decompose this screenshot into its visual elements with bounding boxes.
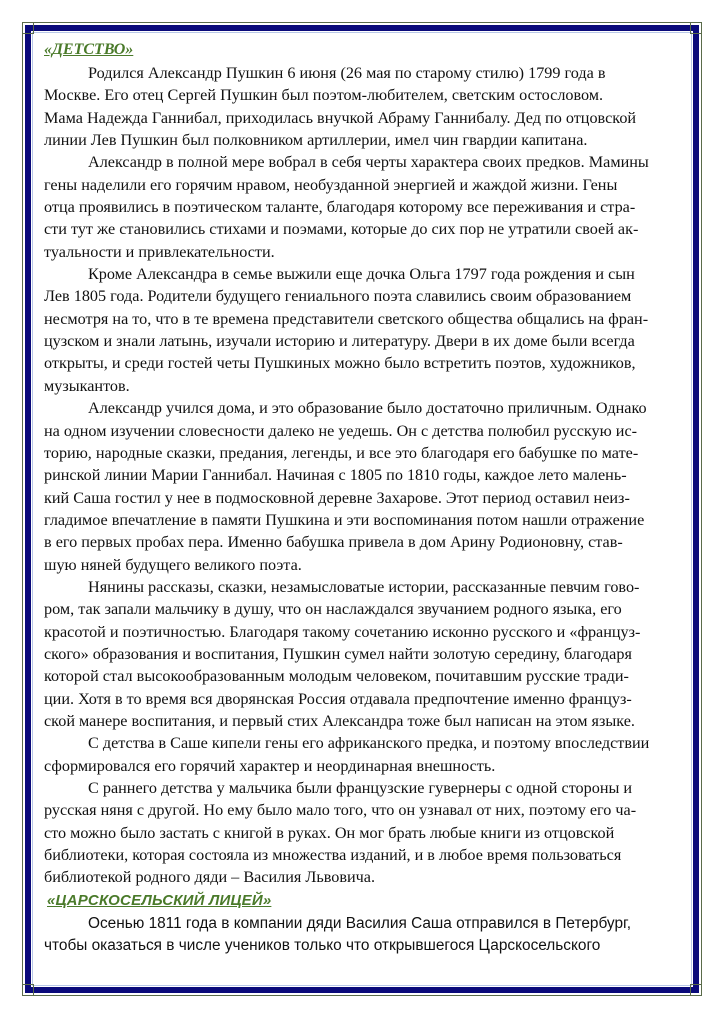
document-body — [44, 38, 684, 957]
paragraph-first-line: Осенью 1811 года в компании дяди Василия Саша отправился в Петербург, — [88, 914, 632, 932]
text-line: гладимое впечатление в памяти Пушкина и эти воспоминания потом нашли отражение — [44, 510, 645, 529]
text-line: ского» образования и воспитания, Пушкин сумел найти золотую середину, благодаря — [44, 644, 632, 663]
paragraph-first-line: Александр учился дома, и это образование было достаточно приличным. Однако — [88, 399, 647, 418]
text-line: библиотеки, которая состояла из множества изданий, и в любое время пользоваться — [44, 846, 622, 865]
text-line: отца проявились в поэтическом таланте, благодаря которому все переживания и стра- — [44, 198, 636, 217]
section-childhood — [44, 62, 684, 889]
text-line: кий Саша гостил у нее в подмосковной деревне Захарове. Этот период оставил неиз- — [44, 488, 630, 507]
heading-lyceum: «ЦАРСКОСЕЛЬСКИЙ ЛИЦЕЙ» — [47, 891, 272, 909]
text-line: чтобы оказаться в числе учеников только что открывшегося Царскосельского — [44, 937, 601, 955]
text-line: открыты, и среди гостей четы Пушкиных можно было встретить поэтов, художников, — [44, 354, 636, 373]
text-line: шую няней будущего великого поэта. — [44, 555, 302, 574]
text-line: музыкантов. — [44, 376, 130, 395]
text-line: Москве. Его отец Сергей Пушкин был поэтом-любителем, светским остословом. — [44, 86, 604, 105]
paragraph-first-line: С раннего детства у мальчика были французские гувернеры с одной стороны и — [88, 779, 633, 797]
text-line: на одном изучении словесности далеко не уедешь. Он с детства полюбил русскую ис- — [44, 421, 638, 440]
paragraph-first-line: Кроме Александра в семье выжили еще дочка Ольга 1797 года рождения и сын — [88, 265, 635, 284]
border-corner-top-left — [22, 22, 34, 34]
text-line: красотой и поэтичностью. Благодаря такому сочетанию исконно русского и «француз- — [44, 622, 641, 641]
text-line: сти тут же становились стихами и поэмами, которые до сих пор не утратили своей ак- — [44, 220, 639, 239]
paragraph-first-line: Александр в полной мере вобрал в себя черты характера своих предков. Мамины — [88, 153, 649, 172]
text-line: Лев 1805 года. Родители будущего гениального поэта славились своим образованием — [44, 287, 632, 306]
text-line: туальности и привлекательности. — [44, 242, 275, 261]
text-line: библиотекой родного дяди – Василия Львовича. — [44, 868, 376, 887]
border-corner-bottom-right — [690, 984, 702, 996]
text-line: ринской линии Марии Ганнибал. Начиная с 1805 по 1810 годы, каждое лето малень- — [44, 466, 627, 485]
text-line: ции. Хотя в то время вся дворянская Россия отдавала предпочтение именно француз- — [44, 689, 632, 708]
text-line: Мама Надежда Ганнибал, приходилась внучкой Абраму Ганнибалу. Дед по отцовской — [44, 108, 637, 127]
text-line: торию, народные сказки, предания, легенды, и все это благодаря его бабушке по мате- — [44, 443, 639, 462]
paragraph-first-line: Нянины рассказы, сказки, незамысловатые истории, рассказанные певчим гово- — [88, 577, 640, 596]
paragraph-first-line: Родился Александр Пушкин 6 июня (26 мая по старому стилю) 1799 года в — [88, 64, 606, 82]
text-line: сто можно было застать с книгой в руках. Он мог брать любые книги из отцовской — [44, 823, 615, 842]
text-line: ром, так запали мальчику в душу, что он наслаждался звучанием родного языка, его — [44, 600, 622, 619]
text-line: ской манере воспитания, и первый стих Александра тоже был написан на этом языке. — [44, 711, 635, 730]
text-line: линии Лев Пушкин был полковником артиллерии, имел чин гвардии капитана. — [44, 131, 588, 150]
text-line: цузском и знали латынь, изучали историю и литературу. Двери в их доме были всегда — [44, 332, 635, 351]
text-line: которой стал высокообразованным молодым человеком, почитавшим русские тради- — [44, 667, 629, 686]
text-line: гены наделили его горячим нравом, необузданной энергией и жаждой жизни. Гены — [44, 175, 618, 194]
border-corner-top-right — [690, 22, 702, 34]
heading-childhood: «ДЕТСТВО» — [44, 41, 134, 58]
text-line: несмотря на то, что в те времена представители светского общества общались на фран- — [44, 309, 649, 328]
text-line: в его первых пробах пера. Именно бабушка привела в дом Арину Родионовну, став- — [44, 533, 623, 552]
paragraph-first-line: С детства в Саше кипели гены его африканского предка, и поэтому впоследствии — [88, 734, 650, 753]
text-line: русская няня с другой. Но ему было мало того, что он узнавал от них, поэтому его ча- — [44, 801, 637, 820]
section-lyceum — [44, 913, 684, 958]
border-corner-bottom-left — [22, 984, 34, 996]
text-line: сформировался его горячий характер и неординарная внешность. — [44, 756, 496, 775]
